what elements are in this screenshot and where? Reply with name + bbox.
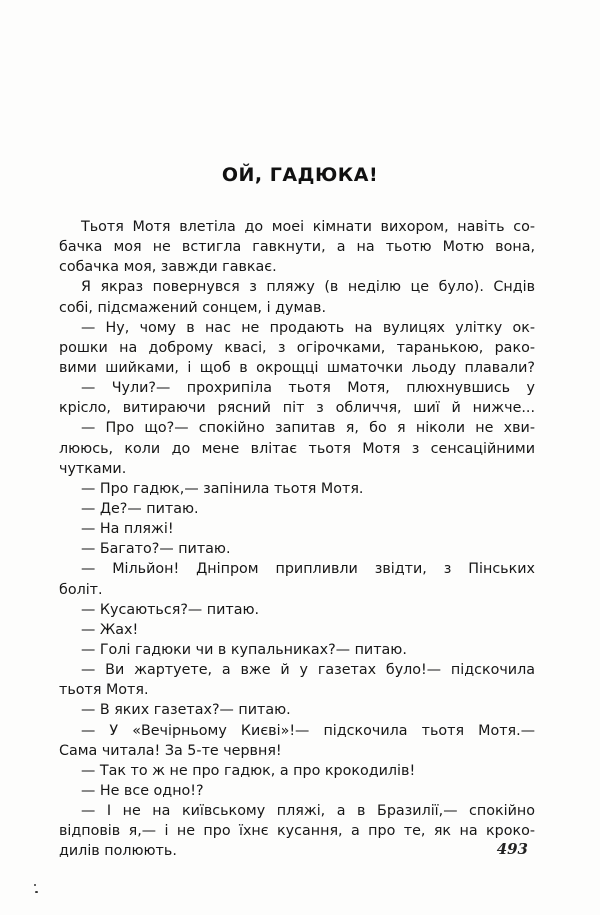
text-line: — В яких газетах?— питаю. bbox=[81, 702, 291, 719]
text-line: Тьотя Мотя влетіла до моеі кімнати вихором, навіть со- bbox=[81, 219, 535, 235]
text-line: крісло, витираючи рясний піт з обличчя, шиї й нижче... bbox=[59, 400, 535, 417]
text-line: тьотя Мотя. bbox=[59, 682, 149, 699]
text-line: — У «Вечірньому Києві»!— підскочила тьотя Мотя.— bbox=[81, 722, 535, 739]
print-speck bbox=[35, 891, 38, 893]
text-line: чутками. bbox=[59, 460, 127, 477]
text-line: дилів полюють. bbox=[59, 843, 177, 860]
text-line: собі, підсмажений сонцем, і думав. bbox=[59, 299, 326, 316]
text-line: вими шийками, і щоб в окрощці шматочки льоду плавали? bbox=[59, 359, 535, 376]
text-line: Я якраз повернувся з пляжу (в неділю це було). Сндів bbox=[81, 279, 535, 296]
print-speck bbox=[34, 884, 36, 886]
text-line: — Кусаються?— питаю. bbox=[81, 601, 260, 618]
text-line: — І не на київському пляжі, а в Бразилії,— спокійно bbox=[81, 803, 535, 820]
text-line: — Багато?— питаю. bbox=[81, 541, 231, 558]
text-line: — Жах! bbox=[81, 621, 139, 638]
text-line: — На пляжі! bbox=[81, 521, 174, 538]
text-line: — Не все одно!? bbox=[81, 782, 204, 799]
text-line: — Мільйон! Дніпром припливли звідти, з Пінських bbox=[81, 561, 535, 578]
text-line: Сама читала! За 5-те червня! bbox=[59, 742, 282, 759]
text-line: боліт. bbox=[59, 581, 103, 598]
text-line: — Ви жартуете, а вже й у газетах було!— підскочила bbox=[81, 662, 535, 679]
page-title: ОЙ, ГАДЮКА! bbox=[221, 164, 379, 186]
text-line: — Так то ж не про гадюк, а про крокодилів! bbox=[81, 762, 416, 779]
story-text bbox=[59, 217, 535, 862]
page-number: 493 bbox=[496, 840, 528, 858]
text-line: рошки на доброму квасі, з огірочками, таранькою, рако- bbox=[59, 339, 535, 356]
text-line: лююсь, коли до мене влітає тьотя Мотя з сенсаційними bbox=[59, 440, 535, 457]
text-line: — Про гадюк,— запінила тьотя Мотя. bbox=[81, 480, 364, 497]
text-line: — Ну, чому в нас не продають на вулицях улітку ок- bbox=[81, 319, 535, 336]
text-line: — Про що?— спокійно запитав я, бо я ніколи не хви- bbox=[81, 420, 535, 437]
text-line: відповів я,— і не про їхнє кусання, а про те, як на кроко- bbox=[59, 823, 535, 840]
text-line: — Де?— питаю. bbox=[81, 500, 199, 517]
text-line: бачка моя не встигла гавкнути, а на тьотю Мотю вона, bbox=[59, 239, 535, 256]
text-line: собачка моя, завжди гавкає. bbox=[59, 259, 277, 276]
text-line: — Чули?— прохрипіла тьотя Мотя, плюхнувшись у bbox=[81, 380, 535, 397]
text-line: — Голі гадюки чи в купальниках?— питаю. bbox=[81, 641, 407, 658]
